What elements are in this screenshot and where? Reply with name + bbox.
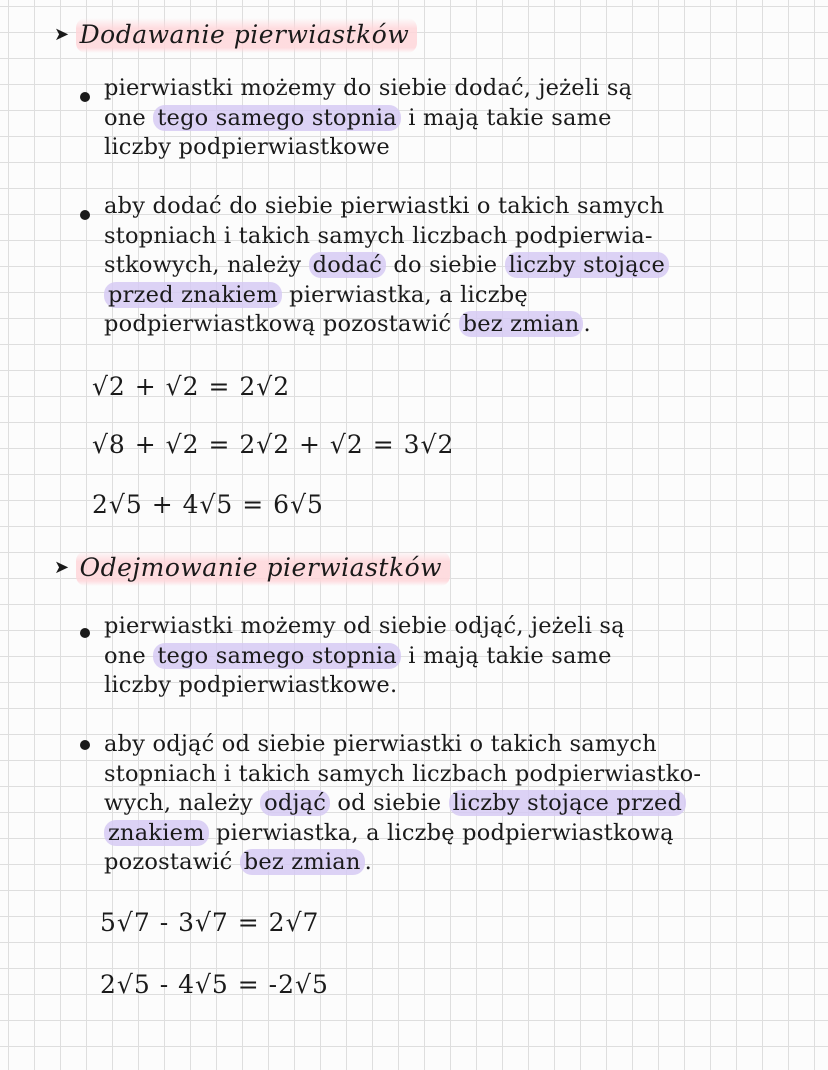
text-line — [104, 251, 669, 281]
bullet-dot-icon — [80, 210, 90, 220]
highlighted-text: tego samego stopnia — [153, 643, 401, 669]
text-line — [104, 671, 625, 701]
text-segment: pierwiastka, a liczbę podpierwiastkową — [208, 819, 674, 846]
highlighted-text: przed znakiem — [104, 282, 282, 308]
text-line — [104, 789, 701, 819]
text-segment: liczby podpierwiastkowe. — [104, 672, 398, 698]
highlighted-text: tego samego stopnia — [153, 105, 401, 131]
paragraph-addition-condition — [104, 74, 632, 163]
text-segment: stkowych, należy — [104, 252, 309, 278]
heading-title: Dodawanie pierwiastków — [76, 18, 418, 53]
highlighted-text: bez zmian — [459, 311, 584, 337]
text-line — [104, 133, 632, 163]
text-segment: od siebie — [330, 790, 449, 816]
text-segment: stopniach i takich samych liczbach podpierwia- — [104, 222, 653, 249]
highlighted-text: liczby stojące przed — [449, 790, 686, 816]
example-equation: 5√7 - 3√7 = 2√7 — [100, 908, 320, 937]
text-line — [104, 848, 701, 878]
example-equation: 2√5 + 4√5 = 6√5 — [92, 490, 324, 519]
text-segment: one — [104, 642, 154, 669]
text-line — [104, 819, 701, 849]
text-line — [104, 74, 632, 104]
text-segment: stopniach i takich samych liczbach podpierwiastko- — [104, 760, 702, 787]
section-heading-addition — [54, 22, 417, 47]
section-heading-subtraction — [54, 555, 450, 580]
text-line — [104, 730, 701, 760]
arrow-right-icon: ➤ — [54, 24, 70, 45]
example-equation: 2√5 - 4√5 = -2√5 — [100, 970, 329, 999]
paragraph-subtraction-rule — [104, 730, 701, 878]
text-segment: wych, należy — [104, 790, 261, 816]
paragraph-addition-rule — [104, 192, 669, 340]
text-line — [104, 310, 669, 340]
arrow-right-icon: ➤ — [54, 557, 70, 578]
text-line — [104, 612, 625, 642]
paragraph-subtraction-condition — [104, 612, 625, 701]
bullet-dot-icon — [80, 92, 90, 102]
highlighted-text: odjąć — [260, 790, 330, 816]
bullet-dot-icon — [80, 740, 90, 750]
text-line — [104, 760, 701, 790]
text-segment: liczby podpierwiastkowe — [104, 134, 390, 160]
text-segment: podpierwiastkową pozostawić — [104, 311, 459, 337]
highlighted-text: dodać — [309, 252, 386, 278]
example-equation: √8 + √2 = 2√2 + √2 = 3√2 — [92, 430, 455, 459]
text-segment: pozostawić — [104, 849, 240, 875]
text-segment: aby odjąć od siebie pierwiastki o takich samych — [104, 731, 657, 757]
text-line — [104, 281, 669, 311]
heading-title: Odejmowanie pierwiastków — [76, 551, 450, 586]
text-segment: aby dodać do siebie pierwiastki o takich samych — [104, 193, 665, 219]
bullet-dot-icon — [80, 628, 90, 638]
text-line — [104, 192, 669, 222]
text-segment: i mają takie same — [400, 104, 612, 131]
highlighted-text: znakiem — [104, 820, 209, 846]
text-segment: i mają takie same — [400, 642, 612, 669]
text-segment: do siebie — [386, 252, 505, 278]
text-segment: . — [364, 849, 372, 875]
text-segment: one — [104, 104, 154, 131]
text-segment: pierwiastka, a liczbę — [281, 281, 528, 308]
text-segment: pierwiastki możemy do siebie dodać, jeżeli są — [104, 75, 633, 101]
highlighted-text: bez zmian — [240, 849, 365, 875]
text-segment: pierwiastki możemy od siebie odjąć, jeżeli są — [104, 613, 625, 639]
highlighted-text: liczby stojące — [505, 252, 669, 278]
example-equation: √2 + √2 = 2√2 — [92, 372, 291, 401]
text-segment: . — [583, 311, 591, 337]
text-line — [104, 222, 669, 252]
text-line — [104, 104, 632, 134]
text-line — [104, 642, 625, 672]
